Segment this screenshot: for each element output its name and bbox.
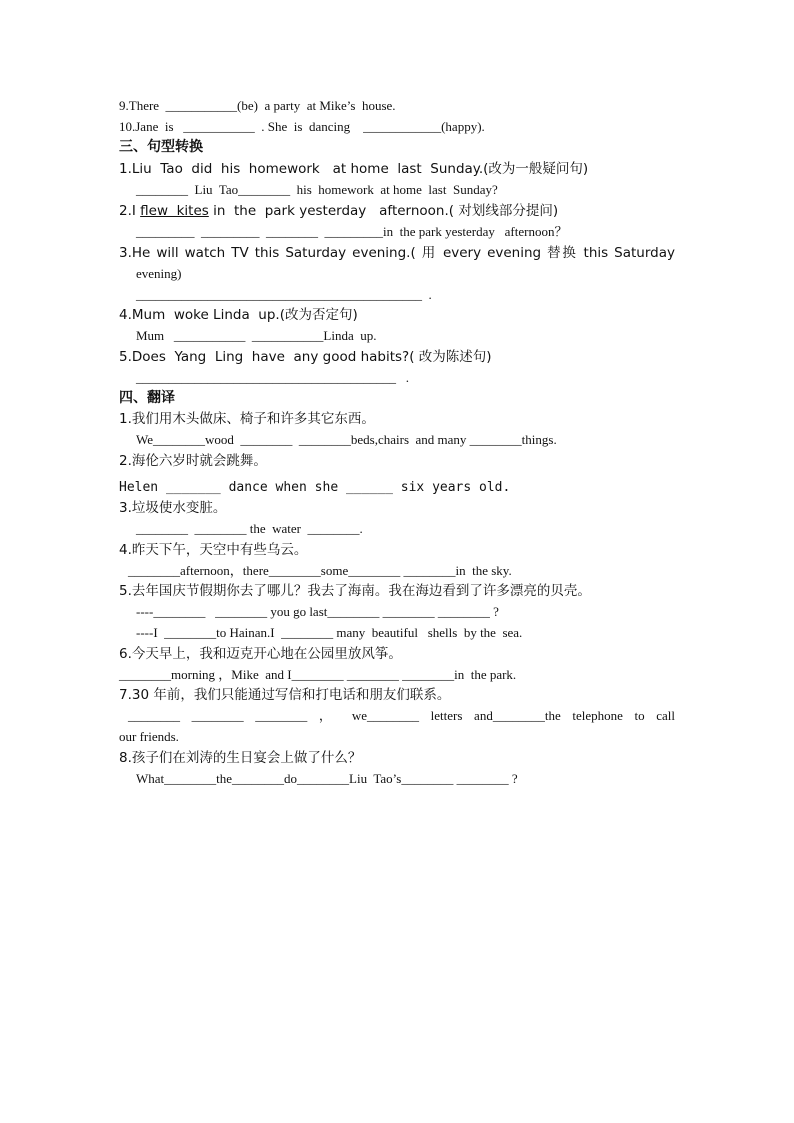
section-4-heading: 四、翻译: [119, 390, 175, 406]
translate-1-prompt: 1.我们用木头做床、椅子和许多其它东西。: [119, 411, 375, 427]
translate-3-prompt: 3.垃圾使水变脏。: [119, 500, 227, 516]
translate-2-answer: Helen _______ dance when she ______ six years old.: [119, 480, 511, 495]
transform-1-answer: ________ Liu Tao________ his homework at home last Sunday?: [136, 182, 498, 197]
item-10-fill-blank: 10.Jane is ___________ . She is dancing ____________(happy).: [119, 119, 485, 134]
translate-8-prompt: 8.孩子们在刘涛的生日宴会上做了什么？: [119, 750, 362, 766]
translate-5-question-line: ----________ ________ you go last________ ________ ________ ?: [136, 604, 499, 619]
translate-7-answer-cont: our friends.: [119, 729, 179, 744]
transform-2-prompt: [119, 203, 675, 219]
transform-4-answer: Mum ___________ ___________Linda up.: [136, 328, 377, 343]
transform-2-suffix: in the park yesterday afternoon.( 对划线部分提问): [208, 203, 559, 219]
section-3-heading: 三、句型转换: [119, 139, 203, 155]
transform-2-answer: _________ _________ ________ _________in the park yesterday afternoon？: [136, 224, 568, 239]
translate-4-prompt: 4.昨天下午，天空中有些乌云。: [119, 542, 308, 558]
translate-4-answer: ________afternoon，there________some________ ________in the sky.: [128, 563, 512, 578]
transform-1-prompt: 1.Liu Tao did his homework at home last Sunday.(改为一般疑问句): [119, 161, 589, 177]
transform-3-prompt-cont: evening): [136, 266, 182, 281]
transform-5-answer-line: ________________________________________ .: [136, 370, 409, 385]
transform-3-prompt: 3.He will watch TV this Saturday evening.( 用 every evening 替换 this Saturday: [119, 245, 675, 261]
transform-2-prefix: 2.I: [119, 203, 141, 219]
translate-2-prompt: 2.海伦六岁时就会跳舞。: [119, 453, 267, 469]
translate-6-prompt: 6.今天早上，我和迈克开心地在公园里放风筝。: [119, 646, 402, 662]
translate-1-answer: We________wood ________ ________beds,chairs and many ________things.: [136, 432, 557, 447]
translate-5-answer-line: ----I ________to Hainan.I ________ many beautiful shells by the sea.: [136, 625, 523, 640]
translate-3-answer: ________ ________ the water ________.: [136, 521, 363, 536]
transform-3-answer-line: ____________________________________________ .: [136, 287, 432, 302]
translate-7-prompt: 7.30 年前，我们只能通过写信和打电话和朋友们联系。: [119, 687, 451, 703]
transform-5-prompt: 5.Does Yang Ling have any good habits?( 改为陈述句): [119, 349, 492, 365]
underlined-phrase: flew kites: [140, 203, 209, 219]
translate-8-answer: What________the________do________Liu Tao’s________ ________ ?: [136, 771, 518, 786]
translate-6-answer: ________morning ，Mike and I________ ________ ________in the park.: [119, 667, 517, 682]
transform-4-prompt: 4.Mum woke Linda up.(改为否定句): [119, 307, 358, 323]
translate-5-prompt: 5.去年国庆节假期你去了哪儿？我去了海南。我在海边看到了许多漂亮的贝壳。: [119, 583, 591, 599]
translate-7-answer: ________ ________ ________ ， we________ letters and________the telephone to call: [128, 708, 675, 723]
item-9-fill-blank: 9.There ___________(be) a party at Mike’s house.: [119, 98, 396, 113]
